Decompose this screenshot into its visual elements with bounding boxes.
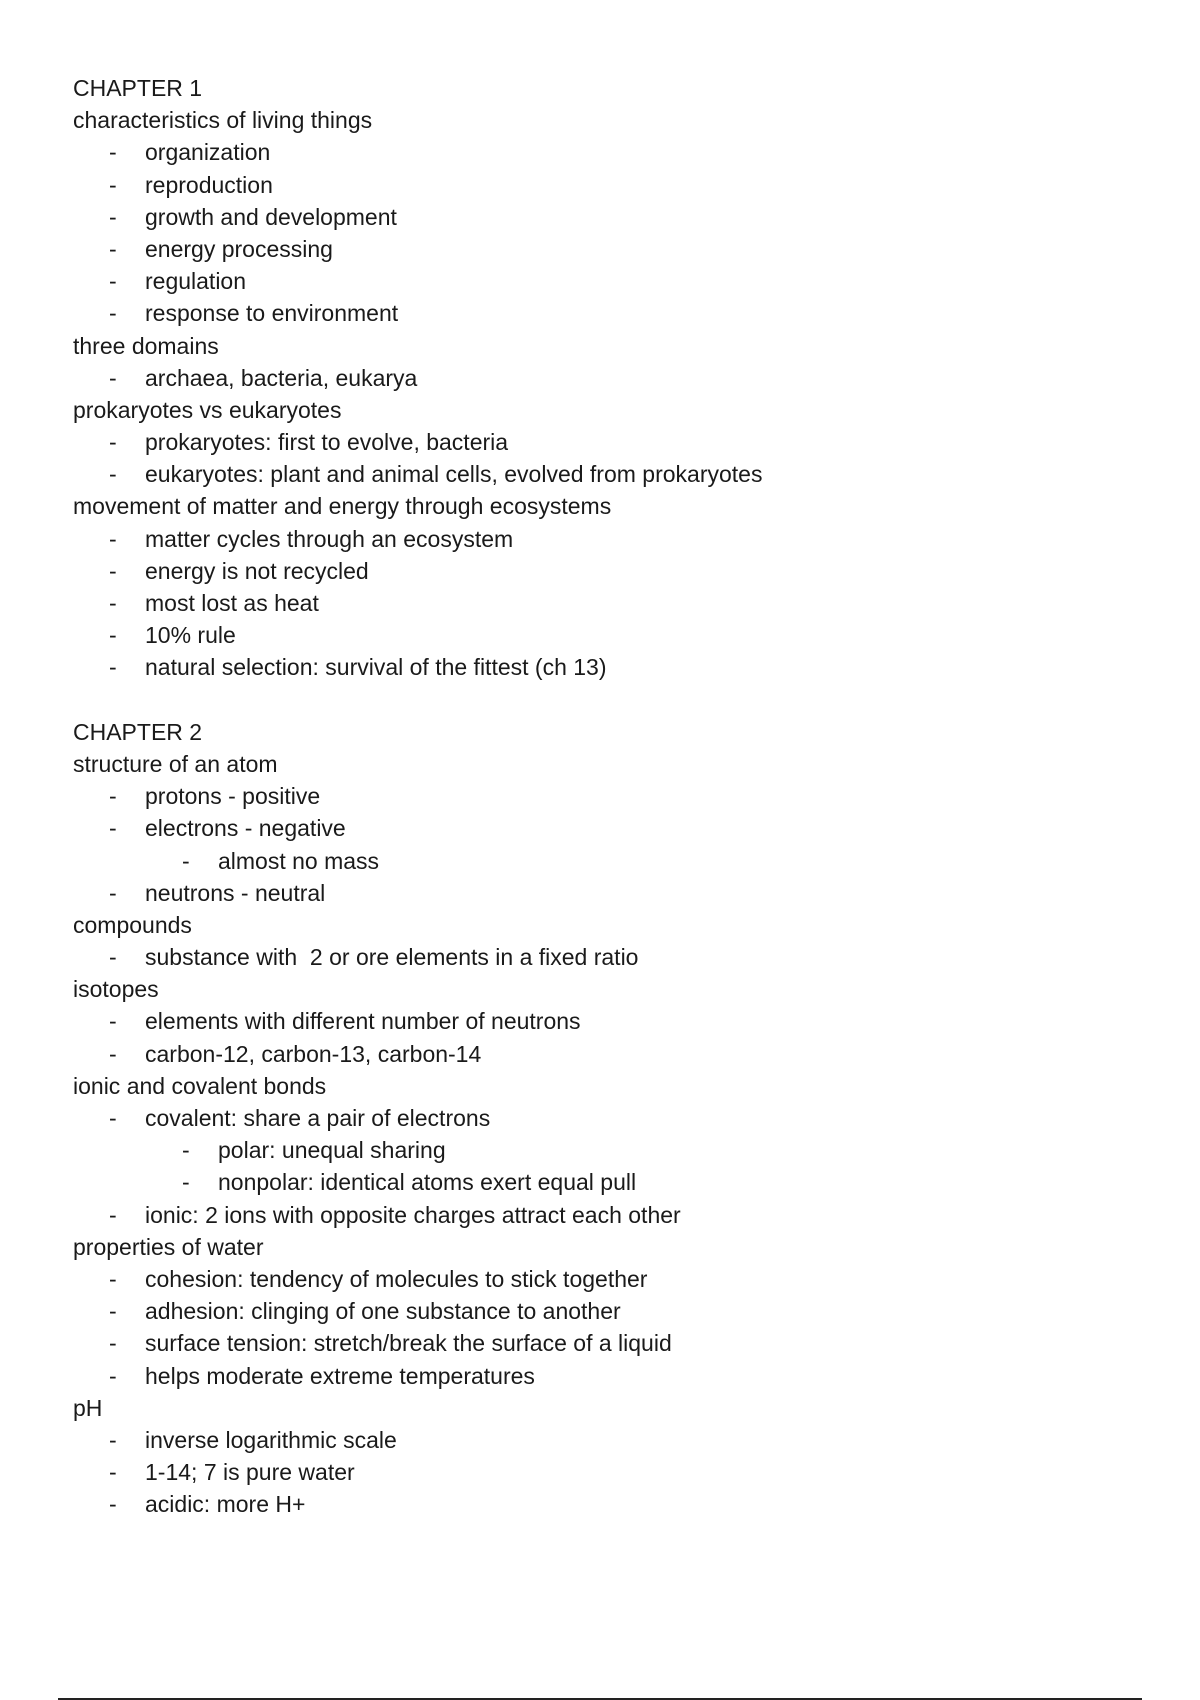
list-item: - surface tension: stretch/break the surface of a liquid	[73, 1327, 1133, 1359]
list-item: - energy is not recycled	[73, 555, 1133, 587]
list-item: - archaea, bacteria, eukarya	[73, 362, 1133, 394]
list-item: - matter cycles through an ecosystem	[73, 523, 1133, 555]
section-heading-atom: structure of an atom	[73, 750, 278, 777]
bullet-dash: -	[109, 139, 117, 166]
list-item: - neutrons - neutral	[73, 877, 1133, 909]
bullet-dash: -	[109, 654, 117, 681]
section-heading-isotopes: isotopes	[73, 976, 159, 1003]
list-item: - inverse logarithmic scale	[73, 1424, 1133, 1456]
list-item: - organization	[73, 136, 1133, 168]
list-item: - growth and development	[73, 201, 1133, 233]
section-heading-characteristics: characteristics of living things	[73, 107, 373, 134]
chapter-1-title: CHAPTER 1	[73, 75, 203, 101]
bullet-dash: -	[182, 1169, 190, 1196]
section-heading-bonds: ionic and covalent bonds	[73, 1072, 327, 1099]
bullet-dash: -	[109, 461, 117, 488]
bullet-dash: -	[109, 429, 117, 456]
list-item: - prokaryotes: first to evolve, bacteria	[73, 426, 1133, 458]
section-heading-compounds: compounds	[73, 911, 192, 938]
bullet-dash: -	[109, 622, 117, 649]
sub-list-item: - nonpolar: identical atoms exert equal pull	[73, 1166, 1133, 1198]
bullet-dash: -	[109, 268, 117, 295]
bullet-dash: -	[109, 1362, 117, 1389]
bullet-dash: -	[109, 783, 117, 810]
bullet-dash: -	[109, 525, 117, 552]
bullet-dash: -	[109, 203, 117, 230]
section-heading-pro-vs-eu: prokaryotes vs eukaryotes	[73, 396, 342, 423]
bullet-dash: -	[109, 364, 117, 391]
bullet-dash: -	[109, 300, 117, 327]
section-heading-water: properties of water	[73, 1233, 264, 1260]
document-page	[73, 72, 1133, 1520]
bullet-dash: -	[109, 879, 117, 906]
list-item: - reproduction	[73, 169, 1133, 201]
list-item: - acidic: more H+	[73, 1488, 1133, 1520]
bullet-dash: -	[109, 1201, 117, 1228]
bullet-dash: -	[109, 171, 117, 198]
list-item: - ionic: 2 ions with opposite charges attract each other	[73, 1199, 1133, 1231]
list-item: - cohesion: tendency of molecules to stick together	[73, 1263, 1133, 1295]
list-item: - energy processing	[73, 233, 1133, 265]
sub-list-item: - polar: unequal sharing	[73, 1134, 1133, 1166]
section-heading-matter-energy: movement of matter and energy through ecosystems	[73, 493, 612, 520]
list-item: - 1-14; 7 is pure water	[73, 1456, 1133, 1488]
list-item: - elements with different number of neutrons	[73, 1005, 1133, 1037]
list-item: - substance with 2 or ore elements in a fixed ratio	[73, 941, 1133, 973]
section-spacer	[73, 684, 1133, 716]
list-item: - eukaryotes: plant and animal cells, evolved from prokaryotes	[73, 458, 1133, 490]
list-item: - response to environment	[73, 297, 1133, 329]
bullet-dash: -	[182, 1137, 190, 1164]
list-item: - adhesion: clinging of one substance to another	[73, 1295, 1133, 1327]
bullet-dash: -	[109, 1265, 117, 1292]
bullet-dash: -	[109, 1105, 117, 1131]
list-item: - protons - positive	[73, 780, 1133, 812]
list-item: - helps moderate extreme temperatures	[73, 1360, 1133, 1392]
list-item: - regulation	[73, 265, 1133, 297]
bullet-dash: -	[109, 557, 117, 584]
bullet-dash: -	[109, 1426, 117, 1453]
list-item: - 10% rule	[73, 619, 1133, 651]
section-heading-ph: pH	[73, 1394, 103, 1421]
bullet-dash: -	[109, 1298, 117, 1325]
bullet-dash: -	[109, 1491, 117, 1518]
bullet-dash: -	[109, 1459, 117, 1486]
bullet-dash: -	[109, 815, 117, 842]
chapter-2-title: CHAPTER 2	[73, 718, 203, 745]
section-heading-domains: three domains	[73, 332, 219, 359]
bullet-dash: -	[109, 1040, 117, 1067]
list-item: - carbon-12, carbon-13, carbon-14	[73, 1038, 1133, 1070]
list-item: - most lost as heat	[73, 587, 1133, 619]
bullet-dash: -	[182, 847, 190, 874]
bullet-dash: -	[109, 944, 117, 971]
bullet-dash: -	[109, 590, 117, 616]
bullet-dash: -	[109, 1008, 117, 1035]
list-item: - covalent: share a pair of electrons	[73, 1102, 1133, 1134]
sub-list-item: - almost no mass	[73, 845, 1133, 877]
bullet-dash: -	[109, 1330, 117, 1357]
bullet-dash: -	[109, 235, 117, 262]
list-item: - natural selection: survival of the fittest (ch 13)	[73, 651, 1133, 683]
list-item: - electrons - negative	[73, 812, 1133, 844]
